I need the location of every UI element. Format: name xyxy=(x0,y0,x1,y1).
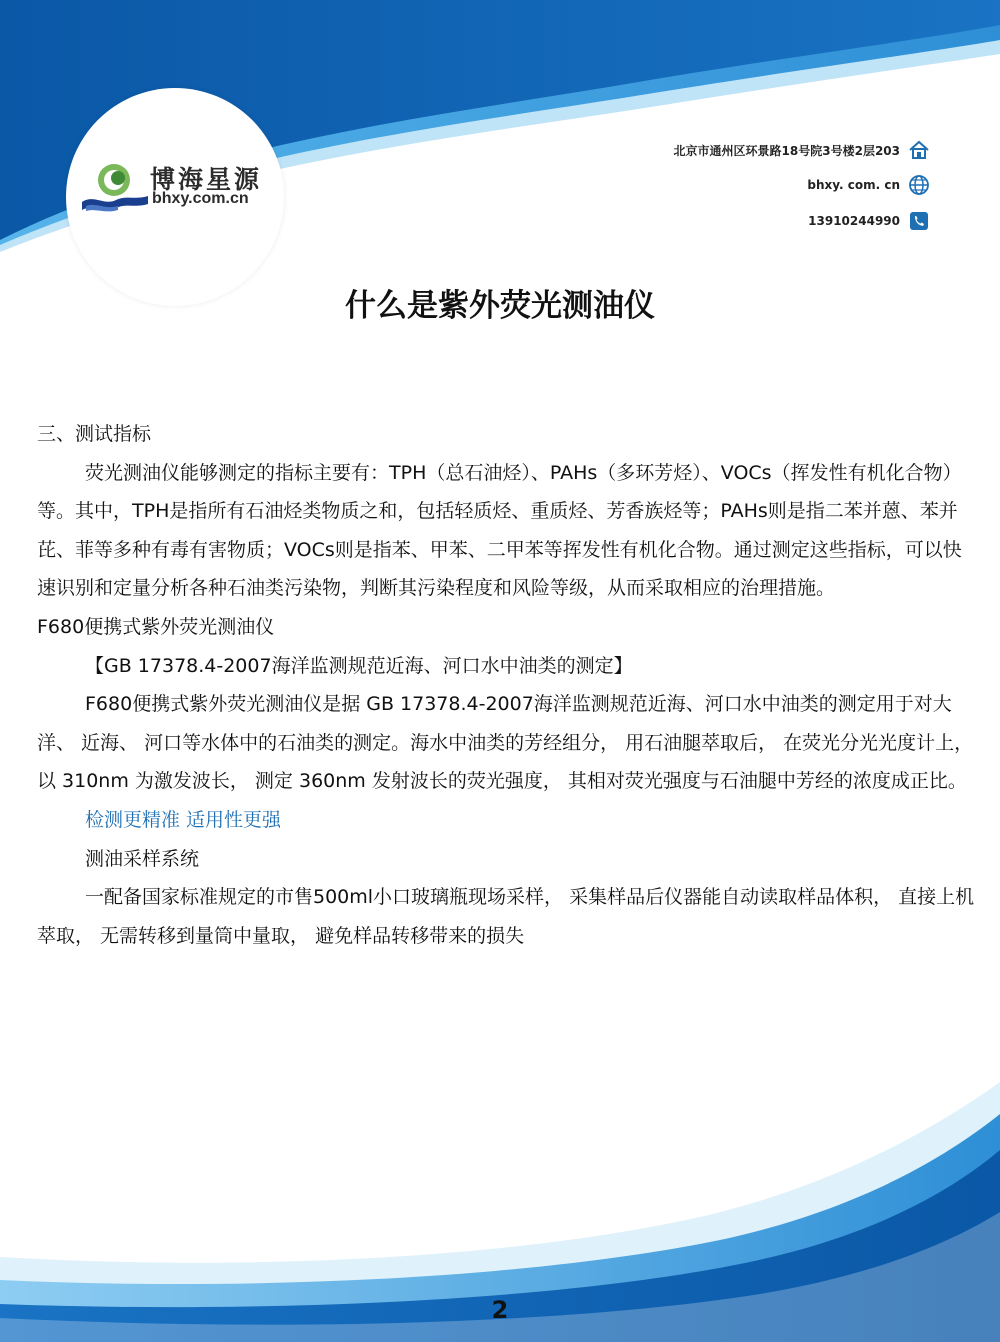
logo-url: bhxy.com.cn xyxy=(152,190,249,207)
section-heading: 三、测试指标 xyxy=(37,423,152,445)
page-number: 2 xyxy=(491,1296,509,1324)
phone-icon xyxy=(908,210,930,232)
globe-icon xyxy=(908,174,930,196)
contact-address xyxy=(674,139,930,161)
product-name: F680便携式紫外荧光测油仪 xyxy=(37,615,275,638)
contact-website xyxy=(807,174,930,196)
paragraph-indicators: 荧光测油仪能够测定的指标主要有：TPH（总石油烃）、PAHs（多环芳烃）、VOCs（挥发性有机化合物）等。其中，TPH是指所有石油烃类物质之和，包括轻质烃、重质烃、芳香族烃等；PAHs则是指二苯并蒽、苯并芘、菲等多种有毒有害物质；VOCs则是指苯、甲苯、二甲苯等挥发性有机化合物。通过测定这些指标，可以快速识别和定量分析各种石油类污染物，判断其污染程度和风险等级，从而采取相应的治理措施。 xyxy=(37,461,962,600)
phone-text: 13910244990 xyxy=(808,214,900,228)
contact-phone xyxy=(808,210,930,232)
sub-heading: 测油采样系统 xyxy=(85,847,200,870)
paragraph-sampling: 一配备国家标准规定的市售500ml小口玻璃瓶现场采样， 采集样品后仪器能自动读取样品体积， 直接上机萃取， 无需转移到量筒中量取， 避免样品转移带来的损失 xyxy=(37,886,975,947)
address-text: 北京市通州区环景路18号院3号楼2层203 xyxy=(673,143,900,158)
paragraph-method: F680便携式紫外荧光测油仪是据 GB 17378.4-2007海洋监测规范近海、河口水中油类的测定用于对大洋、 近海、 河口等水体中的石油类的测定。海水中油类的芳经组分， 用石油腿萃取后， 在荧光分光光度计上， 以 310nm 为激发波长， 测定 360nm 发射波长的荧光强度， 其相对荧光强度与石油腿中芳经的浓度成正比。 xyxy=(37,693,974,793)
logo-title: 博海星源 xyxy=(150,165,263,194)
website-text: bhxy. com. cn xyxy=(807,178,900,192)
standard-reference: 【GB 17378.4-2007海洋监测规范近海、河口水中油类的测定】 xyxy=(85,654,633,677)
logo-globe-icon xyxy=(80,160,150,215)
article-body xyxy=(37,415,977,955)
highlight-slogan: 检测更精准 适用性更强 xyxy=(85,808,282,831)
house-icon xyxy=(908,139,930,161)
page-title: 什么是紫外荧光测油仪 xyxy=(345,288,655,324)
